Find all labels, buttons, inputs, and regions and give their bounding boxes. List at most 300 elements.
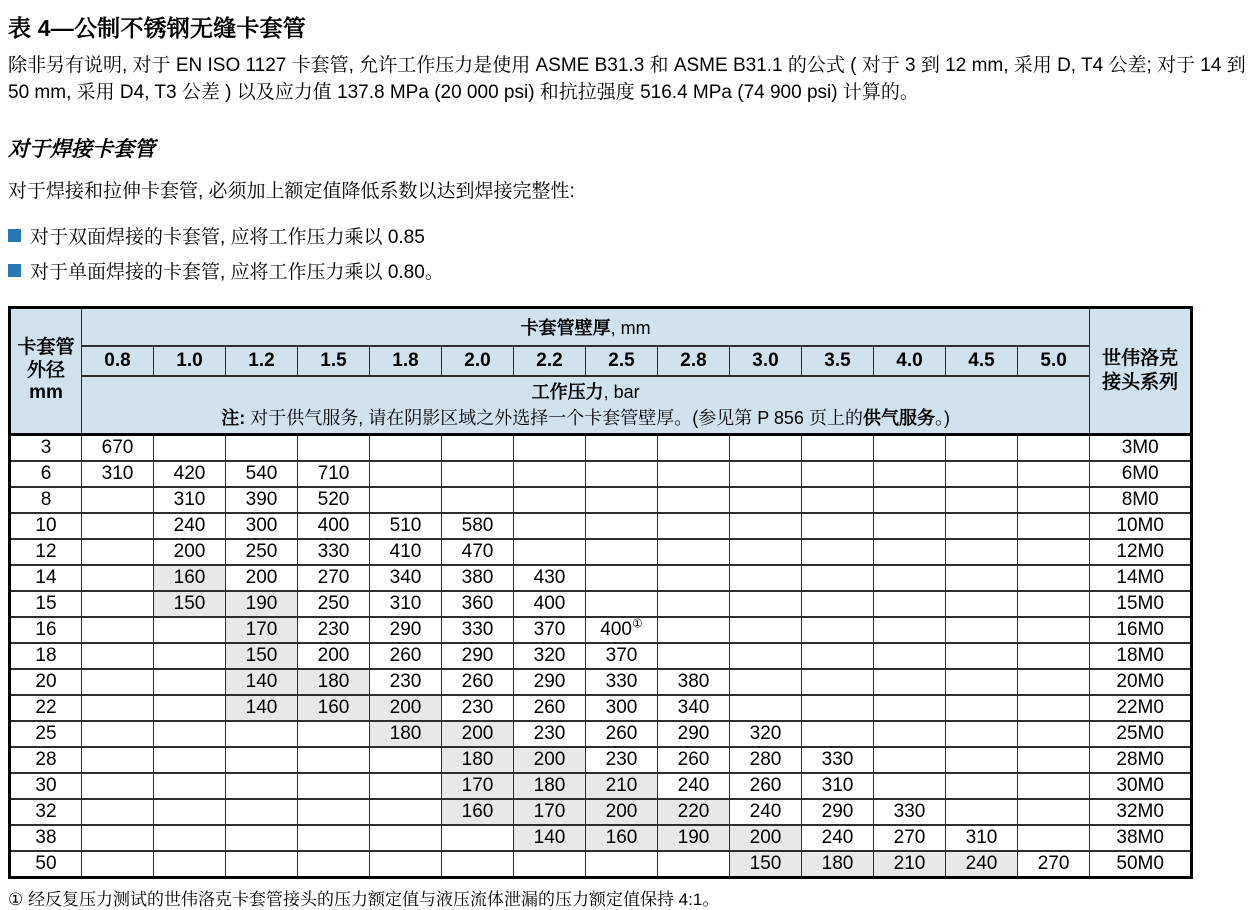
- od-cell: 50: [10, 851, 82, 878]
- pressure-cell: 400: [514, 591, 586, 617]
- pressure-cell: [874, 773, 946, 799]
- pressure-cell: [154, 799, 226, 825]
- pressure-cell: 200: [298, 643, 370, 669]
- pressure-cell: [586, 591, 658, 617]
- pressure-cell: 310: [154, 487, 226, 513]
- pressure-cell: [730, 513, 802, 539]
- pressure-cell: [1018, 799, 1090, 825]
- od-cell: 20: [10, 669, 82, 695]
- pressure-cell: [1018, 773, 1090, 799]
- pressure-cell: 410: [370, 539, 442, 565]
- pressure-cell: 330: [586, 669, 658, 695]
- od-cell: 8: [10, 487, 82, 513]
- pressure-cell: [82, 799, 154, 825]
- od-cell: 15: [10, 591, 82, 617]
- od-cell: 16: [10, 617, 82, 643]
- series-cell: 28M0: [1090, 747, 1192, 773]
- pressure-cell: [82, 539, 154, 565]
- pressure-cell: [226, 721, 298, 747]
- pressure-cell: [946, 461, 1018, 487]
- pressure-cell: [442, 851, 514, 878]
- pressure-cell: [730, 434, 802, 461]
- table-row: [10, 434, 1192, 461]
- working-pressure-header: [82, 376, 1090, 435]
- pressure-cell: [946, 617, 1018, 643]
- series-cell: 10M0: [1090, 513, 1192, 539]
- pressure-cell: [370, 825, 442, 851]
- pressure-cell: [946, 539, 1018, 565]
- pressure-cell: 380: [658, 669, 730, 695]
- pressure-cell: 200: [154, 539, 226, 565]
- table-row: [10, 539, 1192, 565]
- table-header: [10, 307, 1192, 434]
- pressure-cell: [658, 565, 730, 591]
- pressure-cell: 400: [298, 513, 370, 539]
- thickness-header-cell: 2.2: [514, 346, 586, 376]
- pressure-cell: [226, 851, 298, 878]
- pressure-cell: [730, 591, 802, 617]
- series-cell: 30M0: [1090, 773, 1192, 799]
- pressure-cell: [946, 799, 1018, 825]
- od-header-line: 外径: [26, 359, 65, 381]
- od-header-line: 卡套管: [17, 337, 75, 359]
- series-header-line: 接头系列: [1102, 371, 1179, 393]
- pressure-cell: 260: [514, 695, 586, 721]
- welded-section-intro: 对于焊接和拉伸卡套管, 必须加上额定值降低系数以达到焊接完整性:: [8, 180, 575, 202]
- pressure-cell: [82, 851, 154, 878]
- series-cell: 25M0: [1090, 721, 1192, 747]
- working-pressure-unit: , bar: [603, 381, 640, 402]
- footnote-marker: ①: [631, 616, 643, 631]
- pressure-cell: [514, 851, 586, 878]
- pressure-cell: [874, 591, 946, 617]
- pressure-cell: [82, 747, 154, 773]
- pressure-cell: [946, 434, 1018, 461]
- pressure-cell: 200: [226, 565, 298, 591]
- pressure-cell: [658, 461, 730, 487]
- bullet-text: 对于单面焊接的卡套管, 应将工作压力乘以 0.80。: [30, 261, 444, 283]
- pressure-cell: 370: [514, 617, 586, 643]
- series-cell: 18M0: [1090, 643, 1192, 669]
- thickness-header-cell: 2.8: [658, 346, 730, 376]
- table-row: [10, 851, 1192, 878]
- pressure-cell: [82, 643, 154, 669]
- pressure-cell: [586, 851, 658, 878]
- table-row: [10, 799, 1192, 825]
- pressure-cell: 240: [946, 851, 1018, 878]
- pressure-cell: 150: [226, 643, 298, 669]
- pressure-cell: [946, 747, 1018, 773]
- thickness-header-row: [10, 346, 1192, 376]
- pressure-cell: [82, 721, 154, 747]
- od-cell: 14: [10, 565, 82, 591]
- table-row: [10, 487, 1192, 513]
- pressure-cell: [658, 643, 730, 669]
- pressure-cell: 230: [442, 695, 514, 721]
- pressure-cell: [154, 747, 226, 773]
- pressure-cell: 250: [298, 591, 370, 617]
- pressure-cell: [1018, 513, 1090, 539]
- pressure-cell: [298, 721, 370, 747]
- pressure-cell: 580: [442, 513, 514, 539]
- pressure-cell: [946, 591, 1018, 617]
- pressure-cell: [658, 539, 730, 565]
- pressure-cell: [730, 669, 802, 695]
- od-corner-header: [10, 307, 82, 434]
- pressure-cell: 210: [586, 773, 658, 799]
- table-row: [10, 565, 1192, 591]
- thickness-header-cell: 2.5: [586, 346, 658, 376]
- wall-thickness-header-unit: , mm: [610, 317, 651, 338]
- pressure-cell: 260: [586, 721, 658, 747]
- pressure-cell: 220: [658, 799, 730, 825]
- pressure-cell: 160: [442, 799, 514, 825]
- pressure-cell: [874, 747, 946, 773]
- pressure-cell: [730, 617, 802, 643]
- gas-service-note: [82, 405, 1089, 431]
- pressure-cell: 170: [442, 773, 514, 799]
- series-cell: 6M0: [1090, 461, 1192, 487]
- page-title: 表 4—公制不锈钢无缝卡套管: [8, 15, 306, 41]
- tubing-pressure-table: [8, 306, 1193, 879]
- pressure-cell: [946, 487, 1018, 513]
- pressure-cell: 150: [730, 851, 802, 878]
- pressure-cell: 260: [730, 773, 802, 799]
- pressure-cell: 160: [298, 695, 370, 721]
- od-cell: 18: [10, 643, 82, 669]
- pressure-cell: [1018, 461, 1090, 487]
- list-item: [8, 257, 1247, 284]
- pressure-cell: [586, 434, 658, 461]
- footnote: ① 经反复压力测试的世伟洛克卡套管接头的压力额定值与液压流体泄漏的压力额定值保持 4:1。: [8, 889, 720, 909]
- pressure-cell: 340: [658, 695, 730, 721]
- pressure-cell: [658, 591, 730, 617]
- pressure-cell: [730, 565, 802, 591]
- pressure-cell: 140: [226, 669, 298, 695]
- pressure-cell: [658, 851, 730, 878]
- pressure-cell: [370, 773, 442, 799]
- od-cell: 28: [10, 747, 82, 773]
- table-body: [10, 434, 1192, 877]
- pressure-cell: 200: [442, 721, 514, 747]
- pressure-cell: 470: [442, 539, 514, 565]
- pressure-cell: [586, 513, 658, 539]
- pressure-cell: 170: [226, 617, 298, 643]
- series-cell: 12M0: [1090, 539, 1192, 565]
- pressure-cell: [1018, 434, 1090, 461]
- bullet-text: 对于双面焊接的卡套管, 应将工作压力乘以 0.85: [30, 226, 425, 248]
- thickness-header-cell: 0.8: [82, 346, 154, 376]
- pressure-cell: 270: [1018, 851, 1090, 878]
- pressure-cell: 260: [370, 643, 442, 669]
- pressure-cell: 240: [154, 513, 226, 539]
- pressure-cell: 330: [874, 799, 946, 825]
- pressure-cell: 670: [82, 434, 154, 461]
- pressure-cell: [1018, 487, 1090, 513]
- pressure-cell: 230: [298, 617, 370, 643]
- pressure-cell: [370, 487, 442, 513]
- pressure-cell: [874, 669, 946, 695]
- bullet-list: [8, 222, 1247, 284]
- pressure-cell: 190: [226, 591, 298, 617]
- od-cell: 12: [10, 539, 82, 565]
- pressure-cell: [514, 461, 586, 487]
- pressure-cell: [1018, 695, 1090, 721]
- pressure-cell: 320: [514, 643, 586, 669]
- pressure-cell: 240: [730, 799, 802, 825]
- pressure-cell: [226, 747, 298, 773]
- od-cell: 25: [10, 721, 82, 747]
- pressure-cell: [874, 643, 946, 669]
- pressure-cell: [226, 773, 298, 799]
- pressure-cell: [874, 434, 946, 461]
- pressure-cell: [226, 825, 298, 851]
- od-cell: 6: [10, 461, 82, 487]
- series-cell: 15M0: [1090, 591, 1192, 617]
- pressure-cell: 340: [370, 565, 442, 591]
- pressure-cell: [586, 461, 658, 487]
- pressure-cell: [1018, 747, 1090, 773]
- pressure-cell: 180: [298, 669, 370, 695]
- pressure-cell: 180: [442, 747, 514, 773]
- series-cell: 22M0: [1090, 695, 1192, 721]
- pressure-cell: 150: [154, 591, 226, 617]
- pressure-cell: [946, 695, 1018, 721]
- pressure-cell: [946, 565, 1018, 591]
- table-row: [10, 513, 1192, 539]
- pressure-cell: [658, 617, 730, 643]
- pressure-cell: [802, 617, 874, 643]
- table-row: [10, 825, 1192, 851]
- bullet-square-icon: [8, 264, 21, 277]
- pressure-cell: 430: [514, 565, 586, 591]
- pressure-cell: 300: [586, 695, 658, 721]
- pressure-cell: [1018, 565, 1090, 591]
- pressure-cell: [802, 434, 874, 461]
- wall-thickness-header: [82, 307, 1090, 346]
- series-cell: 50M0: [1090, 851, 1192, 878]
- pressure-cell: 310: [82, 461, 154, 487]
- wall-thickness-header-label: 卡套管壁厚: [520, 317, 611, 338]
- pressure-cell: [370, 434, 442, 461]
- thickness-header-cell: 4.5: [946, 346, 1018, 376]
- series-cell: 38M0: [1090, 825, 1192, 851]
- pressure-cell: [82, 825, 154, 851]
- pressure-cell: 200: [514, 747, 586, 773]
- pressure-cell: 160: [586, 825, 658, 851]
- od-cell: 30: [10, 773, 82, 799]
- pressure-cell: [730, 539, 802, 565]
- pressure-cell: [370, 851, 442, 878]
- thickness-header-cell: 1.2: [226, 346, 298, 376]
- pressure-cell: 230: [370, 669, 442, 695]
- table-row: [10, 461, 1192, 487]
- od-cell: 32: [10, 799, 82, 825]
- series-cell: 20M0: [1090, 669, 1192, 695]
- pressure-cell: 240: [658, 773, 730, 799]
- pressure-cell: 330: [298, 539, 370, 565]
- pressure-cell: [730, 461, 802, 487]
- pressure-cell: [730, 695, 802, 721]
- pressure-cell: [298, 747, 370, 773]
- pressure-cell: [802, 487, 874, 513]
- pressure-cell: [442, 825, 514, 851]
- pressure-cell: [82, 565, 154, 591]
- pressure-cell: [874, 487, 946, 513]
- od-cell: 38: [10, 825, 82, 851]
- pressure-cell: [874, 565, 946, 591]
- pressure-cell: [154, 669, 226, 695]
- pressure-cell: [154, 825, 226, 851]
- pressure-cell: [298, 434, 370, 461]
- pressure-cell: [1018, 721, 1090, 747]
- series-cell: 14M0: [1090, 565, 1192, 591]
- table-row: [10, 669, 1192, 695]
- table-row: [10, 695, 1192, 721]
- pressure-cell: 300: [226, 513, 298, 539]
- pressure-cell: [154, 721, 226, 747]
- pressure-cell: [154, 643, 226, 669]
- series-column-header: [1090, 307, 1192, 434]
- series-cell: 16M0: [1090, 617, 1192, 643]
- pressure-cell: 400①: [586, 617, 658, 643]
- pressure-cell: 230: [514, 721, 586, 747]
- pressure-table-wrapper: [8, 306, 1247, 879]
- pressure-cell: 270: [874, 825, 946, 851]
- pressure-cell: 360: [442, 591, 514, 617]
- pressure-cell: 540: [226, 461, 298, 487]
- thickness-header-cell: 3.5: [802, 346, 874, 376]
- pressure-cell: [154, 695, 226, 721]
- pressure-cell: 180: [514, 773, 586, 799]
- od-cell: 22: [10, 695, 82, 721]
- pressure-cell: [370, 461, 442, 487]
- pressure-cell: [802, 721, 874, 747]
- pressure-cell: [370, 799, 442, 825]
- working-pressure-band-row: [10, 376, 1192, 435]
- pressure-cell: 250: [226, 539, 298, 565]
- pressure-cell: [82, 591, 154, 617]
- pressure-cell: [298, 851, 370, 878]
- pressure-cell: 290: [370, 617, 442, 643]
- pressure-cell: [442, 461, 514, 487]
- pressure-cell: 710: [298, 461, 370, 487]
- pressure-cell: 280: [730, 747, 802, 773]
- pressure-cell: [802, 669, 874, 695]
- pressure-cell: 520: [298, 487, 370, 513]
- pressure-cell: 230: [586, 747, 658, 773]
- pressure-cell: [298, 825, 370, 851]
- note-text: 对于供气服务, 请在阴影区域之外选择一个卡套管壁厚。(参见第 P 856 页上的: [245, 407, 863, 428]
- pressure-cell: 330: [442, 617, 514, 643]
- intro-paragraph: 除非另有说明, 对于 EN ISO 1127 卡套管, 允许工作压力是使用 ASME B31.3 和 ASME B31.1 的公式 ( 对于 3 到 12 mm, 采用 D, T4 公差; 对于 14 到 50 mm, 采用 D4, T3 公差 ) 以及应力值 137.8 MPa (20 000 psi) 和抗拉强度 516.4 MPa (74 900 psi) 计算的。: [8, 55, 1246, 103]
- pressure-cell: [82, 669, 154, 695]
- pressure-cell: [658, 513, 730, 539]
- note-label: 注:: [221, 407, 246, 428]
- series-header-line: 世伟洛克: [1102, 348, 1179, 370]
- pressure-cell: [298, 773, 370, 799]
- pressure-cell: [226, 799, 298, 825]
- pressure-cell: [1018, 591, 1090, 617]
- pressure-cell: [802, 695, 874, 721]
- pressure-cell: [658, 434, 730, 461]
- thickness-header-cell: 2.0: [442, 346, 514, 376]
- series-cell: 32M0: [1090, 799, 1192, 825]
- pressure-cell: [154, 434, 226, 461]
- pressure-cell: [586, 539, 658, 565]
- pressure-cell: 170: [514, 799, 586, 825]
- pressure-cell: [82, 695, 154, 721]
- pressure-cell: [442, 434, 514, 461]
- pressure-cell: [874, 721, 946, 747]
- pressure-cell: [802, 591, 874, 617]
- pressure-cell: [514, 539, 586, 565]
- thickness-header-cell: 1.0: [154, 346, 226, 376]
- note-bold-text: 供气服务: [862, 407, 935, 428]
- pressure-cell: 420: [154, 461, 226, 487]
- pressure-cell: [298, 799, 370, 825]
- pressure-cell: [154, 773, 226, 799]
- od-cell: 10: [10, 513, 82, 539]
- pressure-cell: [82, 617, 154, 643]
- pressure-cell: [802, 565, 874, 591]
- pressure-cell: [370, 747, 442, 773]
- pressure-cell: 240: [802, 825, 874, 851]
- pressure-cell: 380: [442, 565, 514, 591]
- pressure-cell: 210: [874, 851, 946, 878]
- pressure-cell: [154, 617, 226, 643]
- pressure-cell: 510: [370, 513, 442, 539]
- bullet-square-icon: [8, 229, 21, 242]
- pressure-cell: [1018, 669, 1090, 695]
- pressure-cell: [874, 539, 946, 565]
- thickness-header-cell: 4.0: [874, 346, 946, 376]
- pressure-cell: [802, 513, 874, 539]
- pressure-cell: 390: [226, 487, 298, 513]
- pressure-cell: [1018, 539, 1090, 565]
- pressure-cell: [1018, 617, 1090, 643]
- pressure-cell: [82, 513, 154, 539]
- pressure-cell: [802, 643, 874, 669]
- table-row: [10, 747, 1192, 773]
- pressure-cell: [514, 487, 586, 513]
- pressure-cell: [946, 669, 1018, 695]
- pressure-cell: 290: [658, 721, 730, 747]
- pressure-cell: [946, 721, 1018, 747]
- pressure-cell: 190: [658, 825, 730, 851]
- pressure-cell: [874, 695, 946, 721]
- pressure-cell: [1018, 643, 1090, 669]
- working-pressure-label: 工作压力: [531, 381, 604, 402]
- pressure-cell: [514, 434, 586, 461]
- thickness-header-cell: 1.5: [298, 346, 370, 376]
- pressure-cell: 330: [802, 747, 874, 773]
- pressure-cell: [874, 617, 946, 643]
- pressure-cell: [82, 773, 154, 799]
- pressure-cell: [586, 565, 658, 591]
- pressure-cell: 260: [658, 747, 730, 773]
- table-row: [10, 591, 1192, 617]
- pressure-cell: [802, 461, 874, 487]
- pressure-cell: 310: [802, 773, 874, 799]
- pressure-cell: [514, 513, 586, 539]
- table-row: [10, 643, 1192, 669]
- thickness-header-cell: 3.0: [730, 346, 802, 376]
- pressure-cell: [946, 513, 1018, 539]
- pressure-cell: 320: [730, 721, 802, 747]
- pressure-cell: 200: [586, 799, 658, 825]
- pressure-cell: [730, 487, 802, 513]
